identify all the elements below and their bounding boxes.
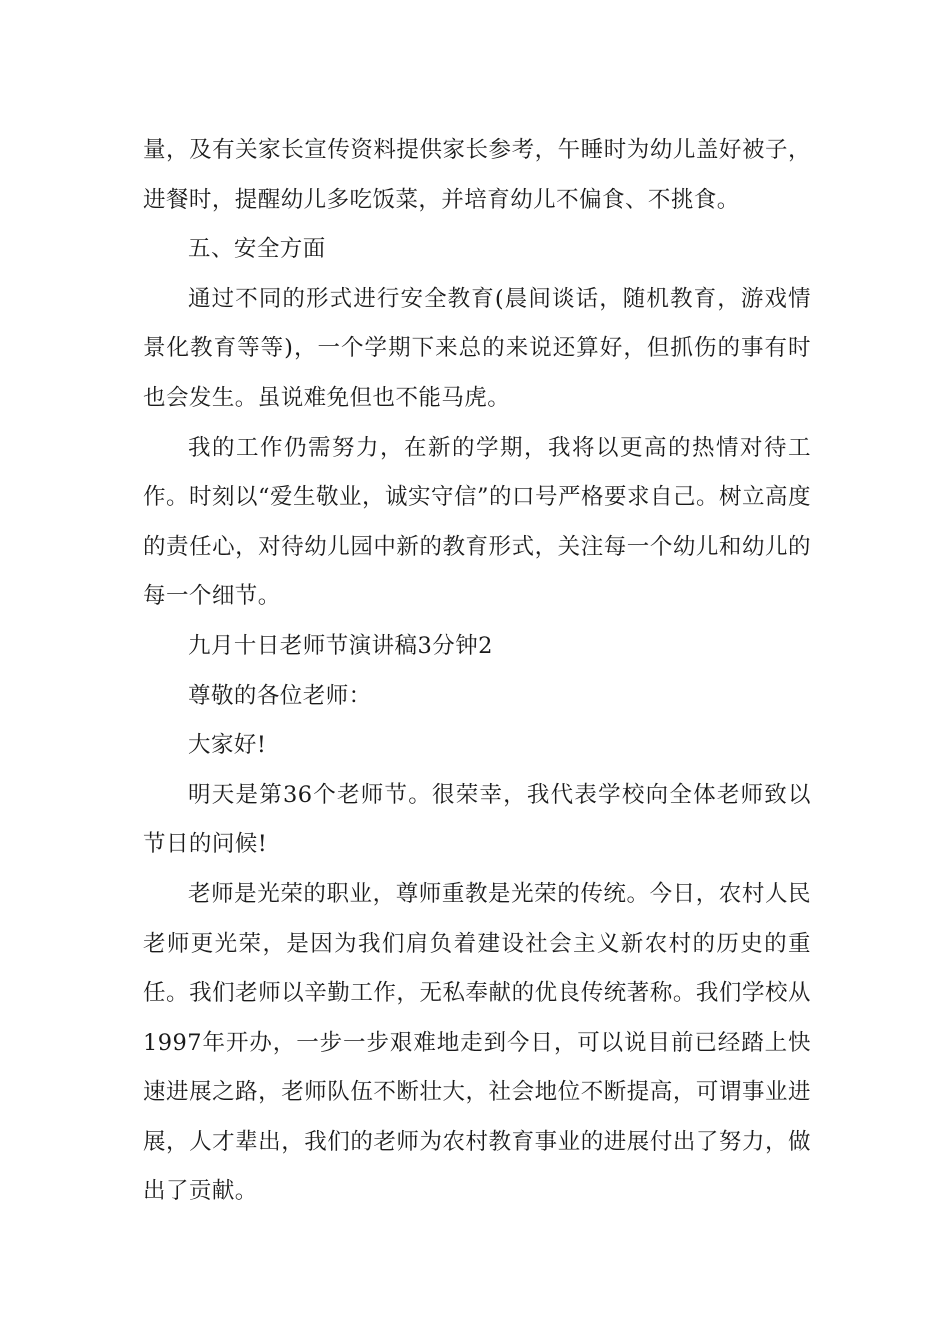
paragraph: 我的工作仍需努力，在新的学期，我将以更高的热情对待工作。时刻以“爱生敬业，诚实守信”的口号严格要求自己。树立高度的责任心，对待幼儿园中新的教育形式，关注每一个幼儿和幼儿的每一个细节。 bbox=[143, 434, 811, 610]
speech-title: 九月十日老师节演讲稿3分钟2 bbox=[188, 632, 493, 659]
paragraph-continued: 量，及有关家长宣传资料提供家长参考，午睡时为幼儿盖好被子，进餐时，提醒幼儿多吃饭菜，并培育幼儿不偏食、不挑食。 bbox=[143, 137, 811, 213]
paragraph: 明天是第36个老师节。很荣幸，我代表学校向全体老师致以节日的问候! bbox=[143, 781, 811, 858]
salutation: 尊敬的各位老师： bbox=[188, 682, 372, 709]
section-heading-safety: 五、安全方面 bbox=[188, 236, 326, 263]
greeting: 大家好! bbox=[188, 732, 267, 759]
document-page bbox=[143, 126, 811, 1217]
paragraph: 通过不同的形式进行安全教育(晨间谈话，随机教育，游戏情景化教育等等)，一个学期下来总的来说还算好，但抓伤的事有时也会发生。虽说难免但也不能马虎。 bbox=[143, 285, 811, 411]
paragraph: 老师是光荣的职业，尊师重教是光荣的传统。今日，农村人民老师更光荣，是因为我们肩负着建设社会主义新农村的历史的重任。我们老师以辛勤工作，无私奉献的优良传统著称。我们学校从1997年开办，一步一步艰难地走到今日，可以说目前已经踏上快速进展之路，老师队伍不断壮大，社会地位不断提高，可谓事业进展，人才辈出，我们的老师为农村教育事业的进展付出了努力，做出了贡献。 bbox=[143, 880, 811, 1205]
